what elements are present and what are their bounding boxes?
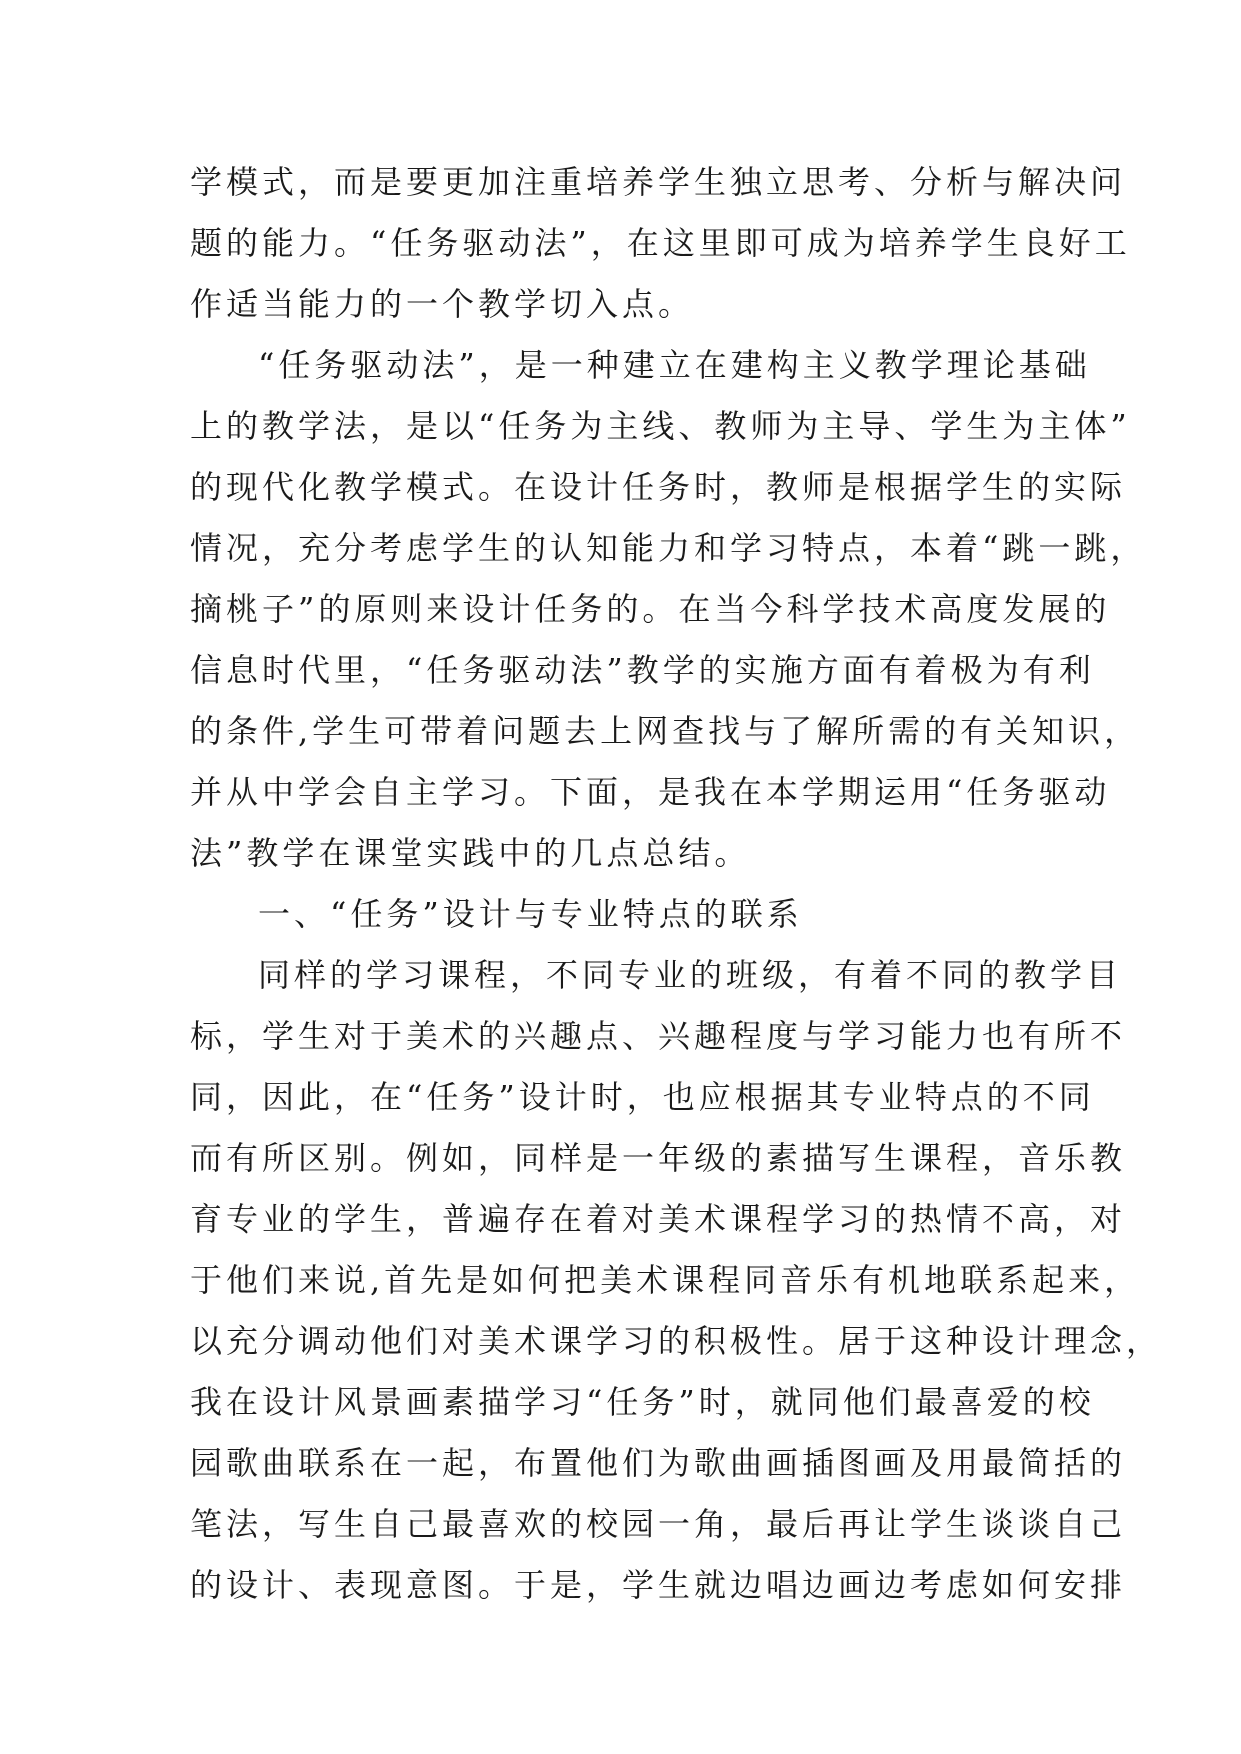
- text-line: 的现代化教学模式。在设计任务时，教师是根据学生的实际: [190, 468, 1127, 506]
- text-line: 我在设计风景画素描学习“任务”时，就同他们最喜爱的校: [190, 1383, 1095, 1421]
- text-line: 作适当能力的一个教学切入点。: [190, 285, 695, 323]
- text-line: 同样的学习课程，不同专业的班级，有着不同的教学目: [258, 956, 1123, 994]
- section-heading: 一、“任务”设计与专业特点的联系: [258, 895, 803, 933]
- text-line: 题的能力。“任务驱动法”，在这里即可成为培养学生良好工: [190, 224, 1131, 262]
- text-line: 园歌曲联系在一起，布置他们为歌曲画插图画及用最简括的: [190, 1444, 1127, 1482]
- text-line: 学模式，而是要更加注重培养学生独立思考、分析与解决问: [190, 163, 1127, 201]
- text-line: 法”教学在课堂实践中的几点总结。: [190, 834, 751, 872]
- text-line: 笔法，写生自己最喜欢的校园一角，最后再让学生谈谈自己: [190, 1505, 1127, 1543]
- text-line: 同，因此，在“任务”设计时，也应根据其专业特点的不同: [190, 1078, 1095, 1116]
- text-line: 而有所区别。例如，同样是一年级的素描写生课程，音乐教: [190, 1139, 1127, 1177]
- body-text: [190, 152, 1163, 1616]
- text-line: 以充分调动他们对美术课学习的积极性。居于这种设计理念，: [190, 1322, 1163, 1360]
- text-line: 的条件,学生可带着问题去上网查找与了解所需的有关知识，: [190, 712, 1141, 750]
- text-line: 标，学生对于美术的兴趣点、兴趣程度与学习能力也有所不: [190, 1017, 1127, 1055]
- text-line: 并从中学会自主学习。下面，是我在本学期运用“任务驱动: [190, 773, 1111, 811]
- text-line: 于他们来说,首先是如何把美术课程同音乐有机地联系起来，: [190, 1261, 1141, 1299]
- text-line: 摘桃子”的原则来设计任务的。在当今科学技术高度发展的: [190, 590, 1111, 628]
- text-line: 上的教学法，是以“任务为主线、教师为主导、学生为主体”: [190, 407, 1131, 445]
- text-line: “任务驱动法”，是一种建立在建构主义教学理论基础: [258, 346, 1091, 384]
- text-line: 的设计、表现意图。于是，学生就边唱边画边考虑如何安排: [190, 1566, 1127, 1604]
- text-line: 育专业的学生，普遍存在着对美术课程学习的热情不高，对: [190, 1200, 1127, 1238]
- text-line: 情况，充分考虑学生的认知能力和学习特点，本着“跳一跳，: [190, 529, 1147, 567]
- text-line: 信息时代里，“任务驱动法”教学的实施方面有着极为有利: [190, 651, 1095, 689]
